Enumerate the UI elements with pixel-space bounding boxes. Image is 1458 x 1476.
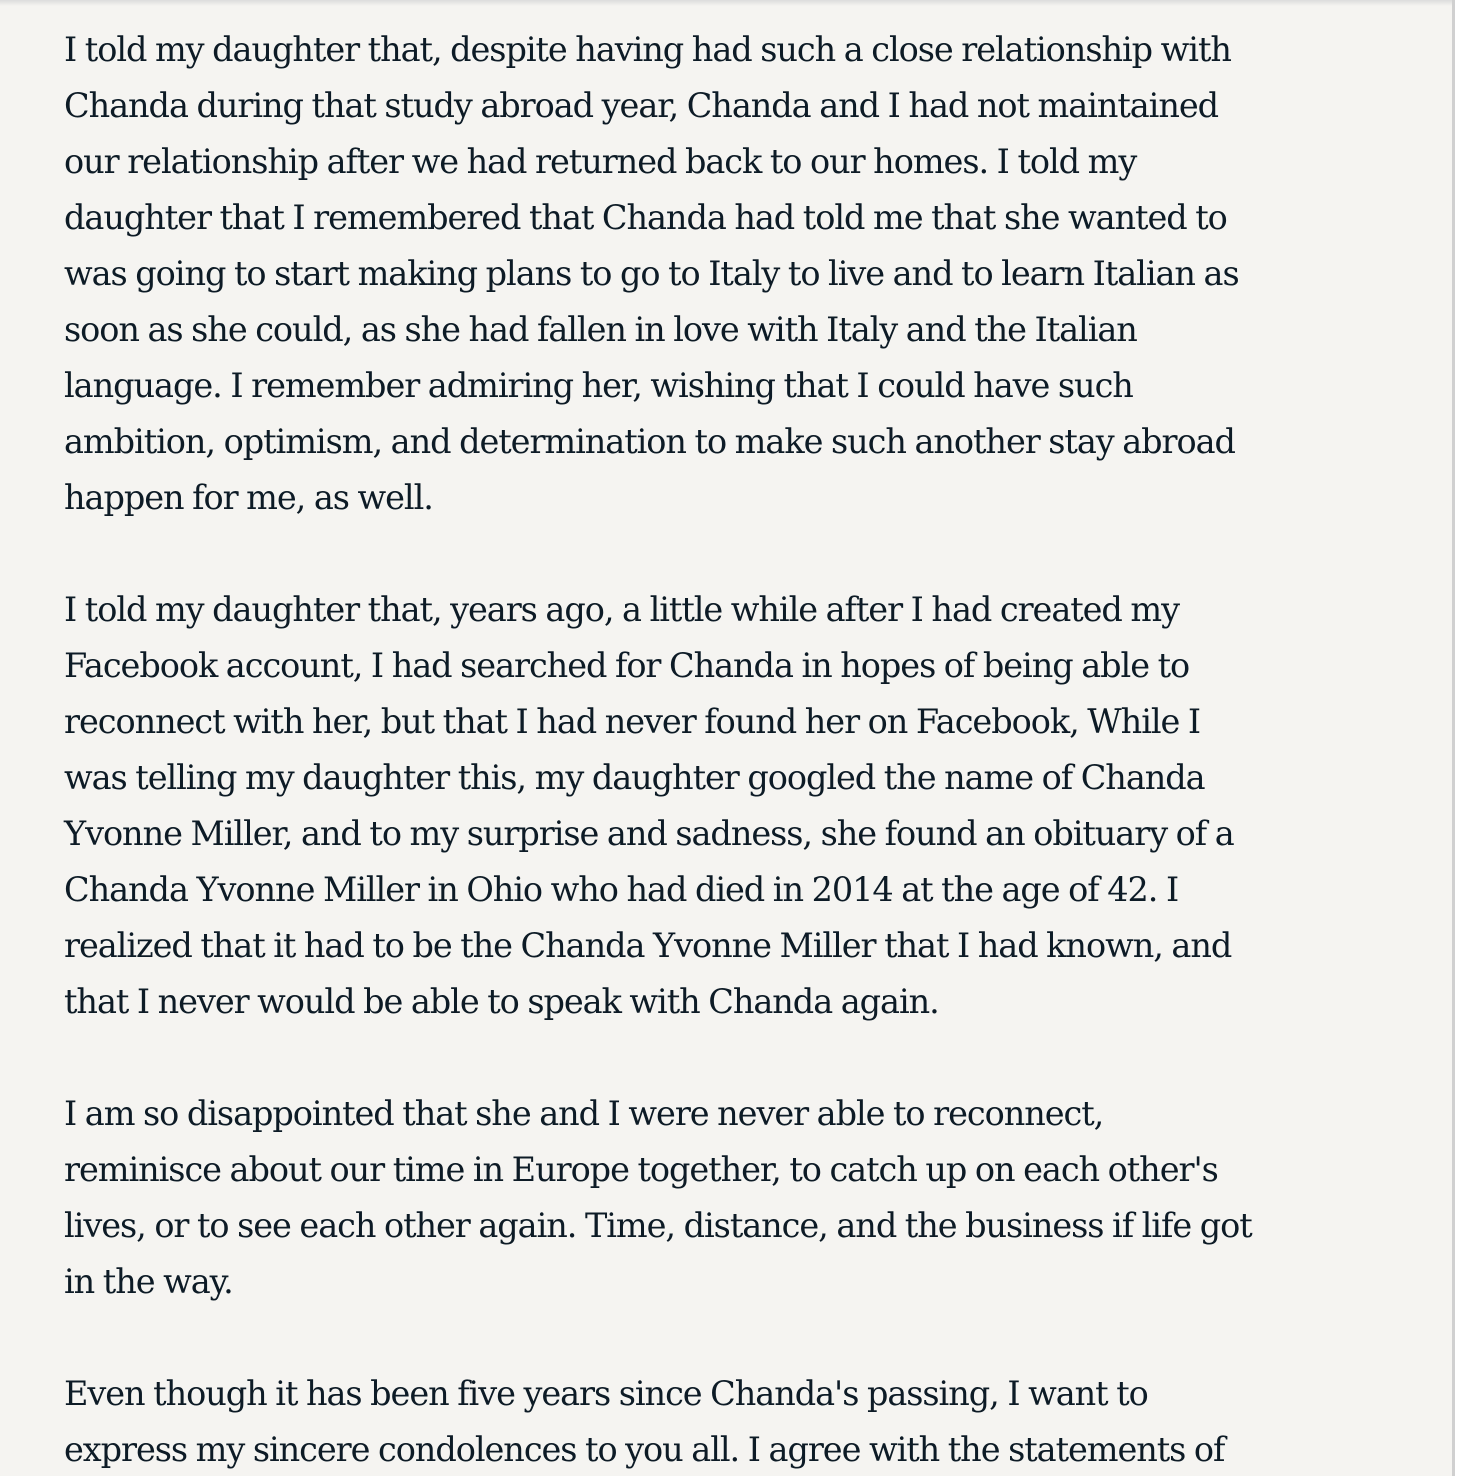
scrollbar-track[interactable]: [1452, 0, 1455, 1476]
paragraph-1: I told my daughter that, despite having had such a close relationship with Chanda during that study abroad year, Chanda and I had not maintained our relationship after we had returned back to our homes. I told my daughter that I remembered that Chanda had told me that she wanted to was going to start making plans to go to Italy to live and to learn Italian as soon as she could, as she had fallen in love with Italy and the Italian language. I remember admiring her, wishing that I could have such ambition, optimism, and determination to make such another stay abroad happen for me, as well.: [64, 30, 1239, 517]
paragraph-3: I am so disappointed that she and I were never able to reconnect, reminisce about our time in Europe together, to catch up on each other's lives, or to see each other again. Time, distance, and the business if life got in the way.: [64, 1094, 1252, 1301]
document-body: [64, 22, 1404, 1476]
top-shadow: [0, 0, 1452, 6]
paragraph-4: Even though it has been five years since Chanda's passing, I want to express my sincere condolences to you all. I agree with the statements of: [64, 1374, 1225, 1469]
paragraph-2: I told my daughter that, years ago, a little while after I had created my Facebook account, I had searched for Chanda in hopes of being able to reconnect with her, but that I had never found her on Facebook, While I was telling my daughter this, my daughter googled the name of Chanda Yvonne Miller, and to my surprise and sadness, she found an obituary of a Chanda Yvonne Miller in Ohio who had died in 2014 at the age of 42. I realized that it had to be the Chanda Yvonne Miller that I had known, and that I never would be able to speak with Chanda again.: [64, 590, 1234, 1021]
